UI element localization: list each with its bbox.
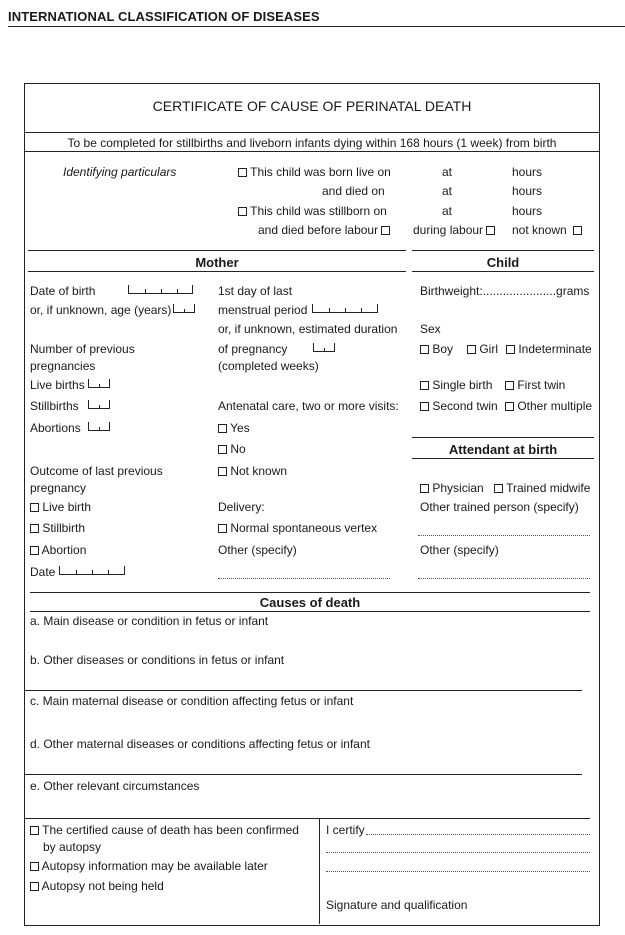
physician-checkbox[interactable] bbox=[420, 484, 429, 493]
physician-option[interactable] bbox=[420, 481, 484, 495]
outcome-abortion-checkbox[interactable] bbox=[30, 546, 39, 555]
cause-a-label: a. Main disease or condition in fetus or infant bbox=[30, 614, 269, 628]
mother-dob-label: Date of birth bbox=[30, 284, 96, 298]
trained-midwife-option[interactable] bbox=[494, 481, 590, 495]
cause-c-label: c. Main maternal disease or condition affecting fetus or infant bbox=[30, 694, 354, 708]
header-rule bbox=[8, 26, 625, 27]
delivery-other-label: Other (specify) bbox=[218, 543, 297, 557]
hours-label-1: hours bbox=[512, 165, 543, 179]
died-before-labour-label: and died before labour bbox=[258, 223, 379, 237]
autopsy-later-option[interactable] bbox=[30, 859, 268, 873]
causes-heading: Causes of death bbox=[259, 595, 361, 610]
live-births-field[interactable] bbox=[88, 379, 110, 388]
died-before-labour-option[interactable] bbox=[258, 223, 390, 237]
other-trained-label: Other trained person (specify) bbox=[420, 500, 579, 514]
single-birth-option[interactable] bbox=[420, 378, 492, 392]
stillborn-label: This child was stillborn on bbox=[250, 204, 387, 218]
autopsy-later-label: Autopsy information may be available later bbox=[41, 859, 268, 873]
not-known-label: not known bbox=[512, 223, 567, 237]
abortions-label: Abortions bbox=[30, 421, 81, 435]
live-births-label: Live births bbox=[30, 378, 85, 392]
attendant-bottom-rule bbox=[412, 458, 594, 459]
first-twin-checkbox[interactable] bbox=[505, 381, 514, 390]
antenatal-yes-option[interactable] bbox=[218, 421, 250, 435]
single-birth-label: Single birth bbox=[432, 378, 493, 392]
at-label-1: at bbox=[442, 165, 453, 179]
identifying-particulars-label: Identifying particulars bbox=[63, 165, 177, 179]
outcome-stillbirth-checkbox[interactable] bbox=[30, 524, 39, 533]
attendant-top-rule bbox=[412, 437, 594, 438]
cause-b-rule bbox=[24, 690, 582, 691]
hours-label-3: hours bbox=[512, 204, 543, 218]
outcome-live-birth-label: Live birth bbox=[42, 500, 92, 514]
outcome-live-birth-checkbox[interactable] bbox=[30, 503, 39, 512]
page-header: INTERNATIONAL CLASSIFICATION OF DISEASES bbox=[8, 9, 320, 24]
trained-midwife-checkbox[interactable] bbox=[494, 484, 503, 493]
est-duration-label: or, if unknown, estimated duration bbox=[218, 322, 398, 336]
outcome-label-2: pregnancy bbox=[30, 481, 87, 495]
stillbirths-label: Stillbirths bbox=[30, 399, 79, 413]
autopsy-confirmed-label-2: by autopsy bbox=[43, 840, 102, 854]
certificate-title: CERTIFICATE OF CAUSE OF PERINATAL DEATH bbox=[152, 98, 472, 114]
mother-bottom-rule bbox=[28, 271, 406, 272]
title-rule bbox=[24, 132, 600, 133]
footer-divider bbox=[319, 818, 320, 924]
cause-d-label: d. Other maternal diseases or conditions affecting fetus or infant bbox=[30, 737, 370, 751]
sex-boy-label: Boy bbox=[432, 342, 454, 356]
lmp-label-2: menstrual period bbox=[218, 303, 308, 317]
cause-d-rule bbox=[24, 774, 582, 775]
first-twin-label: First twin bbox=[517, 378, 566, 392]
second-twin-option[interactable] bbox=[420, 399, 498, 413]
delivery-label: Delivery: bbox=[218, 500, 265, 514]
subtitle-rule bbox=[24, 151, 600, 152]
antenatal-not-known-label: Not known bbox=[230, 464, 288, 478]
at-label-2: at bbox=[442, 184, 453, 198]
during-labour-label: during labour bbox=[413, 223, 484, 237]
other-trained-input[interactable] bbox=[418, 535, 590, 536]
outcome-abortion-label: Abortion bbox=[41, 543, 87, 557]
child-heading: Child bbox=[486, 255, 520, 270]
sex-indeterminate-option[interactable] bbox=[506, 342, 592, 356]
cause-b-label: b. Other diseases or conditions in fetus or infant bbox=[30, 653, 285, 667]
child-top-rule bbox=[412, 250, 594, 251]
hours-label-2: hours bbox=[512, 184, 543, 198]
antenatal-yes-label: Yes bbox=[230, 421, 250, 435]
and-died-on-label: and died on bbox=[322, 184, 385, 198]
antenatal-care-label: Antenatal care, two or more visits: bbox=[218, 399, 399, 413]
normal-vertex-option[interactable] bbox=[218, 521, 377, 535]
other-multiple-label: Other multiple bbox=[517, 399, 593, 413]
other-multiple-option[interactable] bbox=[505, 399, 592, 413]
sex-girl-option[interactable] bbox=[467, 342, 498, 356]
outcome-date-field[interactable] bbox=[59, 566, 125, 575]
abortions-field[interactable] bbox=[88, 422, 110, 431]
during-labour-checkbox[interactable] bbox=[486, 226, 495, 235]
born-live-checkbox[interactable] bbox=[238, 168, 247, 177]
sex-boy-checkbox[interactable] bbox=[420, 345, 429, 354]
stillborn-option[interactable] bbox=[238, 204, 387, 218]
trained-midwife-label: Trained midwife bbox=[506, 481, 591, 495]
antenatal-not-known-option[interactable] bbox=[218, 464, 287, 478]
certify-line-2[interactable] bbox=[326, 852, 590, 853]
normal-vertex-checkbox[interactable] bbox=[218, 524, 227, 533]
during-labour-option[interactable] bbox=[413, 223, 495, 237]
first-twin-option[interactable] bbox=[505, 378, 565, 392]
attendant-heading: Attendant at birth bbox=[448, 442, 558, 457]
certify-line-1[interactable] bbox=[366, 834, 590, 835]
child-bottom-rule bbox=[412, 271, 594, 272]
attendant-other-input[interactable] bbox=[418, 578, 590, 579]
autopsy-not-held-option[interactable] bbox=[30, 879, 164, 893]
signature-label: Signature and qualification bbox=[326, 898, 468, 912]
outcome-stillbirth-label: Stillbirth bbox=[42, 521, 86, 535]
mother-top-rule bbox=[28, 250, 406, 251]
outcome-label-1: Outcome of last previous bbox=[30, 464, 163, 478]
lmp-label-1: 1st day of last bbox=[218, 284, 293, 298]
of-pregnancy-label: of pregnancy bbox=[218, 342, 288, 356]
mother-heading: Mother bbox=[195, 255, 239, 270]
mother-dob-field[interactable] bbox=[128, 285, 193, 294]
outcome-stillbirth-option[interactable] bbox=[30, 521, 85, 535]
antenatal-not-known-checkbox[interactable] bbox=[218, 467, 227, 476]
other-multiple-checkbox[interactable] bbox=[505, 402, 514, 411]
antenatal-no-option[interactable] bbox=[218, 442, 246, 456]
cause-e-label: e. Other relevant circumstances bbox=[30, 779, 200, 793]
autopsy-later-checkbox[interactable] bbox=[30, 862, 39, 871]
autopsy-confirmed-option[interactable] bbox=[30, 823, 299, 837]
not-known-option[interactable] bbox=[512, 223, 582, 237]
single-birth-checkbox[interactable] bbox=[420, 381, 429, 390]
not-known-checkbox[interactable] bbox=[573, 226, 582, 235]
num-prev-pregnancies-label-1: Number of previous bbox=[30, 342, 135, 356]
delivery-other-input[interactable] bbox=[218, 578, 390, 579]
causes-top-rule bbox=[30, 592, 590, 593]
sex-boy-option[interactable] bbox=[420, 342, 453, 356]
sex-label: Sex bbox=[420, 322, 441, 336]
certify-line-3[interactable] bbox=[326, 871, 590, 872]
second-twin-label: Second twin bbox=[432, 399, 498, 413]
sex-girl-label: Girl bbox=[479, 342, 499, 356]
antenatal-no-checkbox[interactable] bbox=[218, 445, 227, 454]
at-label-3: at bbox=[442, 204, 453, 218]
born-live-option[interactable] bbox=[238, 165, 391, 179]
antenatal-no-label: No bbox=[230, 442, 246, 456]
certificate-subtitle: To be completed for stillbirths and liveborn infants dying within 168 hours (1 week) from birth bbox=[67, 136, 557, 150]
mother-age-label: or, if unknown, age (years) bbox=[30, 303, 172, 317]
antenatal-yes-checkbox[interactable] bbox=[218, 424, 227, 433]
autopsy-confirmed-checkbox[interactable] bbox=[30, 826, 39, 835]
cause-e-rule bbox=[24, 818, 590, 819]
outcome-date-label: Date bbox=[30, 565, 56, 579]
physician-label: Physician bbox=[432, 481, 484, 495]
autopsy-not-held-checkbox[interactable] bbox=[30, 882, 39, 891]
mother-age-field[interactable] bbox=[173, 304, 195, 313]
causes-bottom-rule bbox=[30, 611, 590, 612]
completed-weeks-label: (completed weeks) bbox=[218, 359, 319, 373]
died-before-labour-checkbox[interactable] bbox=[381, 226, 390, 235]
second-twin-checkbox[interactable] bbox=[420, 402, 429, 411]
stillborn-checkbox[interactable] bbox=[238, 207, 247, 216]
i-certify-label: I certify bbox=[326, 823, 365, 837]
pregnancy-weeks-field[interactable] bbox=[313, 343, 335, 352]
lmp-date-field[interactable] bbox=[312, 304, 378, 313]
autopsy-not-held-label: Autopsy not being held bbox=[41, 879, 164, 893]
normal-vertex-label: Normal spontaneous vertex bbox=[230, 521, 378, 535]
outcome-abortion-option[interactable] bbox=[30, 543, 86, 557]
outcome-live-birth-option[interactable] bbox=[30, 500, 91, 514]
attendant-other-label: Other (specify) bbox=[420, 543, 499, 557]
stillbirths-field[interactable] bbox=[88, 400, 110, 409]
num-prev-pregnancies-label-2: pregnancies bbox=[30, 359, 96, 373]
sex-indeterminate-checkbox[interactable] bbox=[506, 345, 515, 354]
born-live-label: This child was born live on bbox=[250, 165, 391, 179]
autopsy-confirmed-label: The certified cause of death has been confirmed bbox=[42, 823, 299, 837]
sex-girl-checkbox[interactable] bbox=[467, 345, 476, 354]
sex-indeterminate-label: Indeterminate bbox=[518, 342, 592, 356]
birthweight-label: Birthweight:......................grams bbox=[420, 284, 590, 298]
